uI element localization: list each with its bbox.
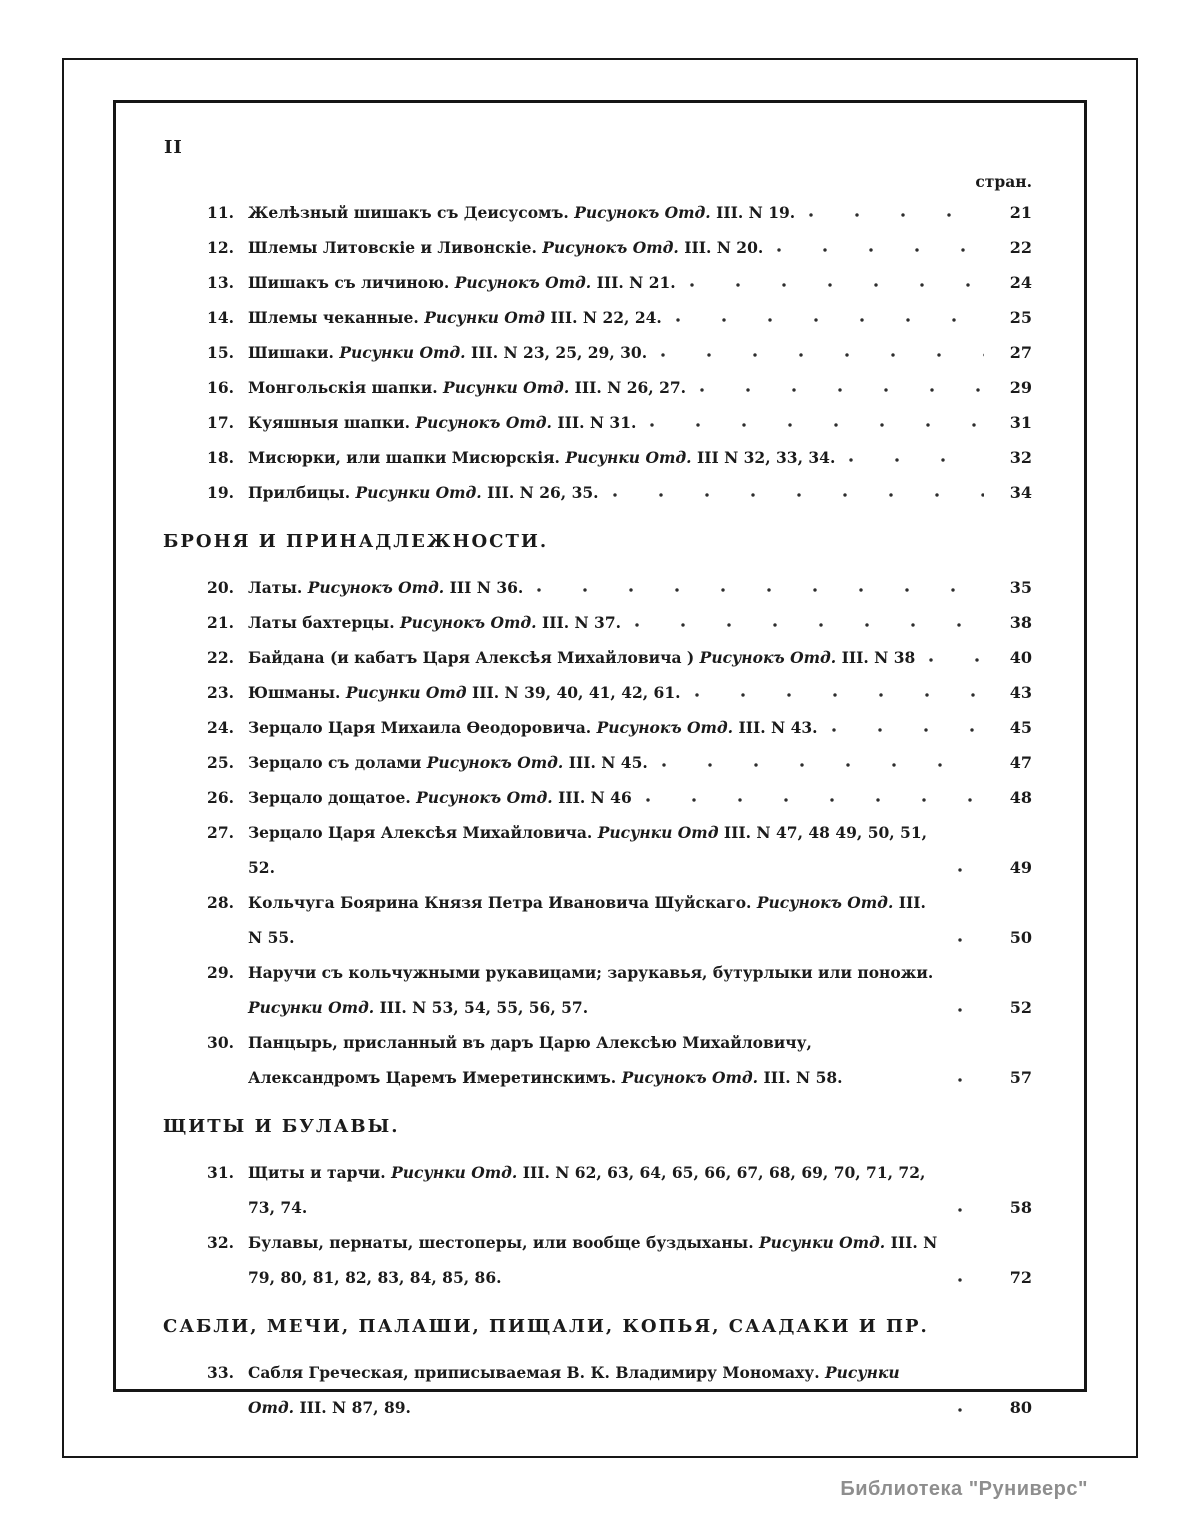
toc-entry [200, 1355, 1032, 1425]
entry-page-number: 35 [1009, 578, 1032, 597]
entry-figure-ref: Рисунокъ Отд. [307, 578, 445, 597]
toc-entry [200, 570, 1032, 605]
entry-page-number: 50 [1009, 928, 1032, 947]
entry-page-number: 21 [1009, 203, 1032, 222]
entry-page-number: 72 [1009, 1268, 1032, 1287]
dot-leader [929, 658, 984, 662]
entry-page-number: 34 [1009, 483, 1032, 502]
toc-entry [200, 745, 1032, 780]
entry-text [248, 475, 599, 510]
entry-page-number: 24 [1009, 273, 1032, 292]
dot-leader [661, 353, 984, 357]
entry-page-number: 38 [1009, 613, 1032, 632]
entry-number: 28. [207, 893, 234, 912]
entry-text [248, 780, 632, 815]
dot-leader [650, 423, 984, 427]
entry-number: 21. [207, 613, 234, 632]
dot-leader [646, 798, 984, 802]
entry-title: Шишакъ съ личиною. [248, 273, 450, 292]
entry-number: 24. [207, 718, 234, 737]
entry-figure-ref: Рисунокъ Отд. [454, 273, 592, 292]
entry-title: Монгольскія шапки. [248, 378, 438, 397]
entry-figure-numbers: III. N 21. [596, 273, 676, 292]
dot-leader [777, 248, 984, 252]
scan-outer-frame [62, 58, 1138, 1458]
entry-figure-ref: Рисунки Отд. [248, 1363, 900, 1417]
toc-entry [200, 1155, 1032, 1225]
dot-leader [809, 213, 984, 217]
dot-leader [690, 283, 984, 287]
dot-leader [958, 1078, 984, 1082]
dot-leader [676, 318, 984, 322]
entry-text [248, 265, 676, 300]
entry-text [248, 335, 647, 370]
toc [163, 195, 1032, 1425]
entry-page-number: 22 [1009, 238, 1032, 257]
toc-entry [200, 1025, 1032, 1095]
entry-number: 25. [207, 753, 234, 772]
entry-number: 18. [207, 448, 234, 467]
toc-entry [200, 605, 1032, 640]
entry-text [248, 230, 763, 265]
toc-entry [200, 1225, 1032, 1295]
entry-figure-numbers: III. N 62, 63, 64, 65, 66, 67, 68, 69, 70, 71, 72, 73, 74. [248, 1163, 926, 1217]
dot-leader [958, 938, 984, 942]
entry-title: Зерцало съ долами [248, 753, 422, 772]
entry-number: 16. [207, 378, 234, 397]
entry-figure-ref: Рисунки Отд. [355, 483, 482, 502]
entry-figure-ref: Рисунки Отд. [565, 448, 692, 467]
entry-number: 20. [207, 578, 234, 597]
entry-text [248, 745, 648, 780]
entry-number: 23. [207, 683, 234, 702]
entry-page-number: 49 [1009, 858, 1032, 877]
entry-figure-ref: Рисунки Отд. [443, 378, 570, 397]
entry-title: Шлемы чеканные. [248, 308, 419, 327]
entry-number: 22. [207, 648, 234, 667]
entry-figure-numbers: III. N 87, 89. [299, 1398, 411, 1417]
entry-title: Наручи съ кольчужными рукавицами; зарукавья, бутурлыки или поножи. [248, 963, 934, 982]
dot-leader [958, 1008, 984, 1012]
dot-leader [958, 868, 984, 872]
toc-section-heading: ЩИТЫ И БУЛАВЫ. [163, 1116, 400, 1137]
toc-entry [200, 300, 1032, 335]
toc-section-heading: БРОНЯ И ПРИНАДЛЕЖНОСТИ. [163, 531, 549, 552]
page-inner-frame [113, 100, 1087, 1417]
dot-leader [635, 623, 984, 627]
entry-number: 32. [207, 1233, 234, 1252]
entry-figure-ref: Рисунокъ Отд. [621, 1068, 759, 1087]
dot-leader [613, 493, 984, 497]
entry-title: Шишаки. [248, 343, 334, 362]
entry-title: Шлемы Литовскіе и Ливонскіе. [248, 238, 537, 257]
page-header [163, 133, 1032, 193]
entry-figure-numbers: III. N 58. [763, 1068, 843, 1087]
entry-title: Зерцало Царя Алексѣя Михайловича. [248, 823, 593, 842]
entry-text [248, 370, 686, 405]
entry-number: 29. [207, 963, 234, 982]
entry-figure-numbers: III. N 26, 27. [574, 378, 687, 397]
entry-title: Желѣзный шишакъ съ Деисусомъ. [248, 203, 569, 222]
entry-number: 12. [207, 238, 234, 257]
entry-title: Юшманы. [248, 683, 341, 702]
entry-number: 11. [207, 203, 234, 222]
entry-text [248, 195, 795, 230]
entry-figure-numbers: III. N 46 [558, 788, 632, 807]
toc-entry [200, 780, 1032, 815]
watermark: Библиотека "Руниверс" [840, 1478, 1088, 1500]
entry-title: Латы. [248, 578, 303, 597]
toc-entry [200, 265, 1032, 300]
entry-title: Панцырь, присланный въ даръ Царю Алексѣю Михайловичу, Александромъ Царемъ Имеретинскимъ. [248, 1033, 812, 1087]
entry-number: 31. [207, 1163, 234, 1182]
entry-number: 14. [207, 308, 234, 327]
entry-figure-ref: Рисунокъ Отд. [400, 613, 537, 632]
dot-leader [695, 693, 984, 697]
toc-entry [200, 335, 1032, 370]
toc-entry [200, 640, 1032, 675]
entry-figure-ref: Рисунокъ Отд. [416, 788, 553, 807]
entry-figure-ref: Рисунокъ Отд. [542, 238, 679, 257]
entry-text [248, 405, 636, 440]
entry-figure-numbers: III N 36. [449, 578, 524, 597]
entry-figure-numbers: III. N 31. [557, 413, 637, 432]
dot-leader [958, 1208, 984, 1212]
entry-title: Кольчуга Боярина Князя Петра Ивановича Шуйскаго. [248, 893, 752, 912]
entry-figure-numbers: III. N 38 [841, 648, 916, 667]
toc-entry [200, 230, 1032, 265]
dot-leader [700, 388, 984, 392]
entry-title: Прилбицы. [248, 483, 351, 502]
dot-leader [849, 458, 984, 462]
entry-text [248, 1355, 944, 1425]
entry-title: Сабля Греческая, приписываемая В. К. Владимиру Мономаху. [248, 1363, 820, 1382]
toc-entry [200, 710, 1032, 745]
entry-text [248, 300, 662, 335]
entry-figure-numbers: III. N 20. [684, 238, 764, 257]
entry-figure-ref: Рисунки Отд. [391, 1163, 518, 1182]
toc-entry [200, 675, 1032, 710]
entry-page-number: 43 [1009, 683, 1032, 702]
folio-number: II [164, 137, 183, 158]
entry-page-number: 80 [1009, 1398, 1032, 1417]
entry-number: 26. [207, 788, 234, 807]
entry-text [248, 675, 681, 710]
entry-number: 17. [207, 413, 234, 432]
entry-figure-numbers: III. N 43. [738, 718, 818, 737]
entry-figure-ref: Рисунки Отд [345, 683, 467, 702]
entry-figure-ref: Рисунки Отд. [248, 998, 375, 1017]
entry-text [248, 605, 621, 640]
entry-number: 19. [207, 483, 234, 502]
entry-page-number: 29 [1009, 378, 1032, 397]
entry-number: 15. [207, 343, 234, 362]
entry-figure-numbers: III. N 37. [541, 613, 622, 632]
entry-page-number: 57 [1009, 1068, 1032, 1087]
entry-page-number: 47 [1009, 753, 1032, 772]
entry-page-number: 25 [1009, 308, 1032, 327]
entry-number: 27. [207, 823, 234, 842]
entry-title: Куяшныя шапки. [248, 413, 410, 432]
entry-page-number: 52 [1009, 998, 1032, 1017]
entry-figure-numbers: III. N 53, 54, 55, 56, 57. [379, 998, 589, 1017]
dot-leader [958, 1278, 984, 1282]
entry-title: Байдана (и кабатъ Царя Алексѣя Михайловича ) [248, 648, 695, 667]
dot-leader [537, 588, 984, 592]
entry-text [248, 440, 835, 475]
entry-figure-numbers: III. N 23, 25, 29, 30. [470, 343, 648, 362]
entry-text [248, 710, 818, 745]
dot-leader [662, 763, 984, 767]
pages-column-header: стран. [975, 172, 1032, 191]
entry-figure-numbers: III. N 19. [716, 203, 796, 222]
entry-figure-ref: Рисунокъ Отд. [756, 893, 894, 912]
entry-page-number: 58 [1009, 1198, 1032, 1217]
entry-figure-ref: Рисунокъ Отд. [574, 203, 711, 222]
entry-page-number: 45 [1009, 718, 1032, 737]
entry-title: Булавы, пернаты, шестоперы, или вообще буздыханы. [248, 1233, 754, 1252]
entry-figure-ref: Рисунокъ Отд. [699, 648, 837, 667]
toc-entry [200, 885, 1032, 955]
entry-text [248, 955, 944, 1025]
toc-entry [200, 195, 1032, 230]
entry-figure-ref: Рисунокъ Отд. [426, 753, 564, 772]
toc-entry [200, 955, 1032, 1025]
entry-text [248, 1025, 944, 1095]
toc-entry [200, 475, 1032, 510]
entry-figure-numbers: III. N 55. [248, 893, 926, 947]
entry-text [248, 1225, 944, 1295]
entry-text [248, 570, 523, 605]
entry-figure-numbers: III. N 79, 80, 81, 82, 83, 84, 85, 86. [248, 1233, 938, 1287]
entry-page-number: 40 [1009, 648, 1032, 667]
entry-number: 13. [207, 273, 234, 292]
entry-figure-numbers: III. N 47, 48 49, 50, 51, 52. [248, 823, 928, 877]
entry-number: 33. [207, 1363, 234, 1382]
entry-page-number: 32 [1009, 448, 1032, 467]
entry-figure-ref: Рисунки Отд. [759, 1233, 886, 1252]
entry-title: Щиты и тарчи. [248, 1163, 386, 1182]
entry-page-number: 48 [1009, 788, 1032, 807]
entry-text [248, 1155, 944, 1225]
entry-figure-numbers: III. N 26, 35. [487, 483, 599, 502]
entry-page-number: 31 [1009, 413, 1032, 432]
entry-title: Латы бахтерцы. [248, 613, 395, 632]
entry-figure-ref: Рисунки Отд. [339, 343, 466, 362]
entry-figure-numbers: III. N 39, 40, 41, 42, 61. [472, 683, 681, 702]
toc-entry [200, 405, 1032, 440]
toc-entry [200, 440, 1032, 475]
entry-text [248, 640, 915, 675]
entry-figure-ref: Рисунки Отд [424, 308, 545, 327]
entry-text [248, 885, 944, 955]
entry-number: 30. [207, 1033, 234, 1052]
entry-title: Зерцало Царя Михаила Ѳеодоровича. [248, 718, 592, 737]
toc-section-heading: САБЛИ, МЕЧИ, ПАЛАШИ, ПИЩАЛИ, КОПЬЯ, СААДАКИ И ПР. [163, 1316, 929, 1337]
entry-page-number: 27 [1009, 343, 1032, 362]
dot-leader [832, 728, 984, 732]
entry-figure-numbers: III. N 22, 24. [550, 308, 662, 327]
toc-entry [200, 370, 1032, 405]
entry-figure-ref: Рисунокъ Отд. [415, 413, 552, 432]
entry-figure-numbers: III N 32, 33, 34. [696, 448, 836, 467]
toc-entry [200, 815, 1032, 885]
entry-text [248, 815, 944, 885]
dot-leader [958, 1408, 984, 1412]
entry-figure-ref: Рисунокъ Отд. [596, 718, 734, 737]
entry-title: Мисюрки, или шапки Мисюрскія. [248, 448, 560, 467]
entry-title: Зерцало дощатое. [248, 788, 411, 807]
entry-figure-numbers: III. N 45. [568, 753, 648, 772]
entry-figure-ref: Рисунки Отд [597, 823, 719, 842]
